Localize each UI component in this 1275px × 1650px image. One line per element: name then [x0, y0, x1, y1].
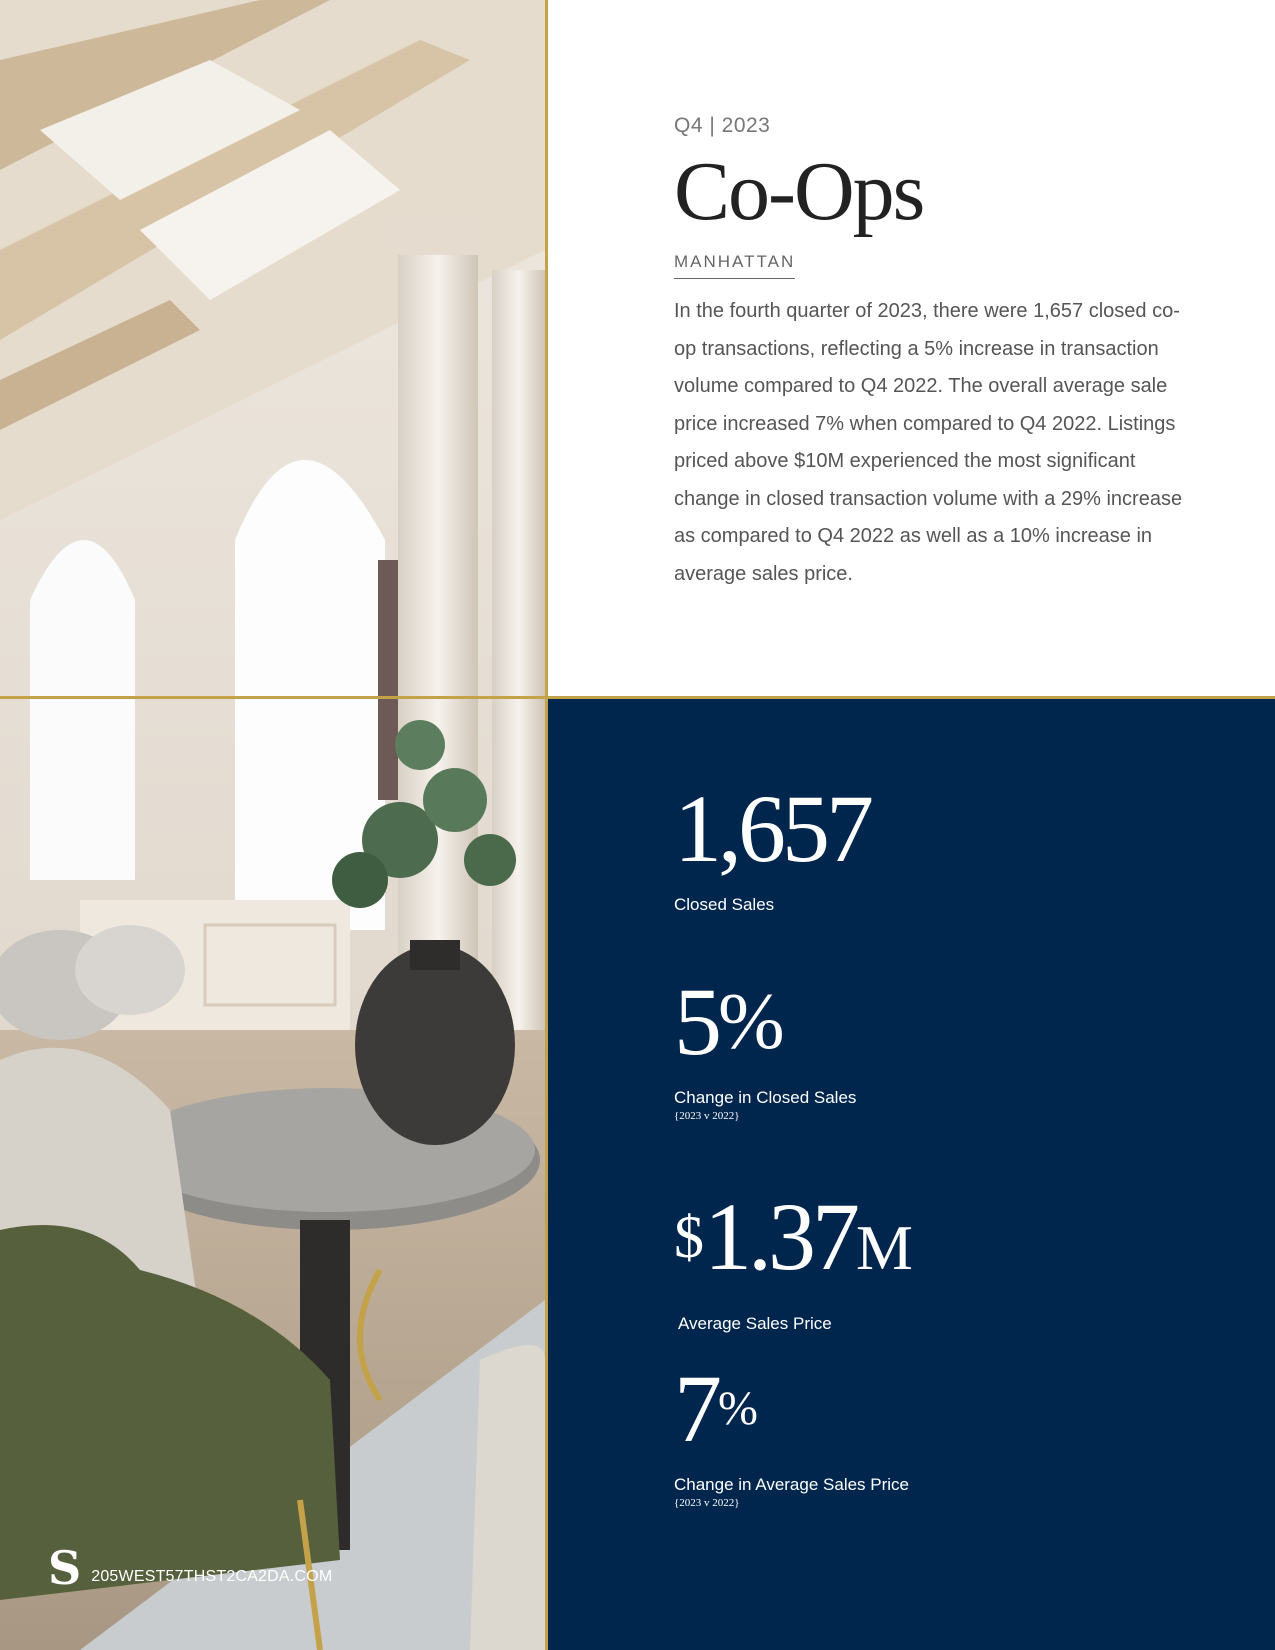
stat-change-price-note: {2023 v 2022}	[674, 1497, 740, 1509]
interior-illustration	[0, 0, 545, 1650]
summary-paragraph: In the fourth quarter of 2023, there were 1,657 closed co-op transactions, reflecting a 5% increase in transaction volume compared to Q4 2022. The overall average sale price increased 7% when compared to Q4 2022. Listings priced above $10M experienced the most significant change in closed transaction volume with a 29% increase as compared to Q4 2022 as well as a 10% increase in average sales price.	[674, 300, 1183, 585]
gold-divider-horizontal	[0, 696, 1275, 699]
brand-footer	[48, 1541, 333, 1595]
stat-change-closed-value	[674, 968, 856, 1075]
stat-closed-sales	[674, 775, 870, 915]
website-link[interactable]: 205WEST57THST2CA2DA.COM	[91, 1568, 333, 1585]
region-label: MANHATTAN	[674, 252, 795, 279]
stat-average-price-value	[674, 1183, 913, 1296]
stat-change-closed-label: Change in Closed Sales	[674, 1088, 857, 1107]
brand-logo: S	[48, 1541, 82, 1595]
stat-change-closed	[674, 968, 857, 1122]
stat-change-closed-note: {2023 v 2022}	[674, 1110, 740, 1122]
interior-photo	[0, 0, 545, 1650]
unit-symbol: M	[856, 1212, 913, 1283]
stat-average-price-label: Average Sales Price	[678, 1314, 832, 1333]
page-title: Co-Ops	[674, 145, 924, 238]
stat-change-price-value	[674, 1355, 909, 1462]
report-period: Q4 | 2023	[674, 114, 771, 137]
intro-section	[674, 114, 1194, 593]
stat-change-closed-number: 5	[674, 968, 718, 1075]
percent-symbol: %	[718, 978, 785, 1066]
stat-closed-sales-label: Closed Sales	[674, 895, 775, 914]
stat-closed-sales-value: 1,657	[674, 775, 870, 882]
stat-average-price-number: 1.37	[704, 1183, 856, 1290]
stat-change-price	[674, 1355, 910, 1509]
percent-symbol: %	[718, 1382, 758, 1435]
stat-change-price-number: 7	[674, 1355, 718, 1462]
stats-panel	[548, 699, 1275, 1650]
currency-symbol: $	[674, 1204, 704, 1270]
stat-change-price-label: Change in Average Sales Price	[674, 1475, 910, 1494]
stat-average-price	[674, 1183, 913, 1334]
